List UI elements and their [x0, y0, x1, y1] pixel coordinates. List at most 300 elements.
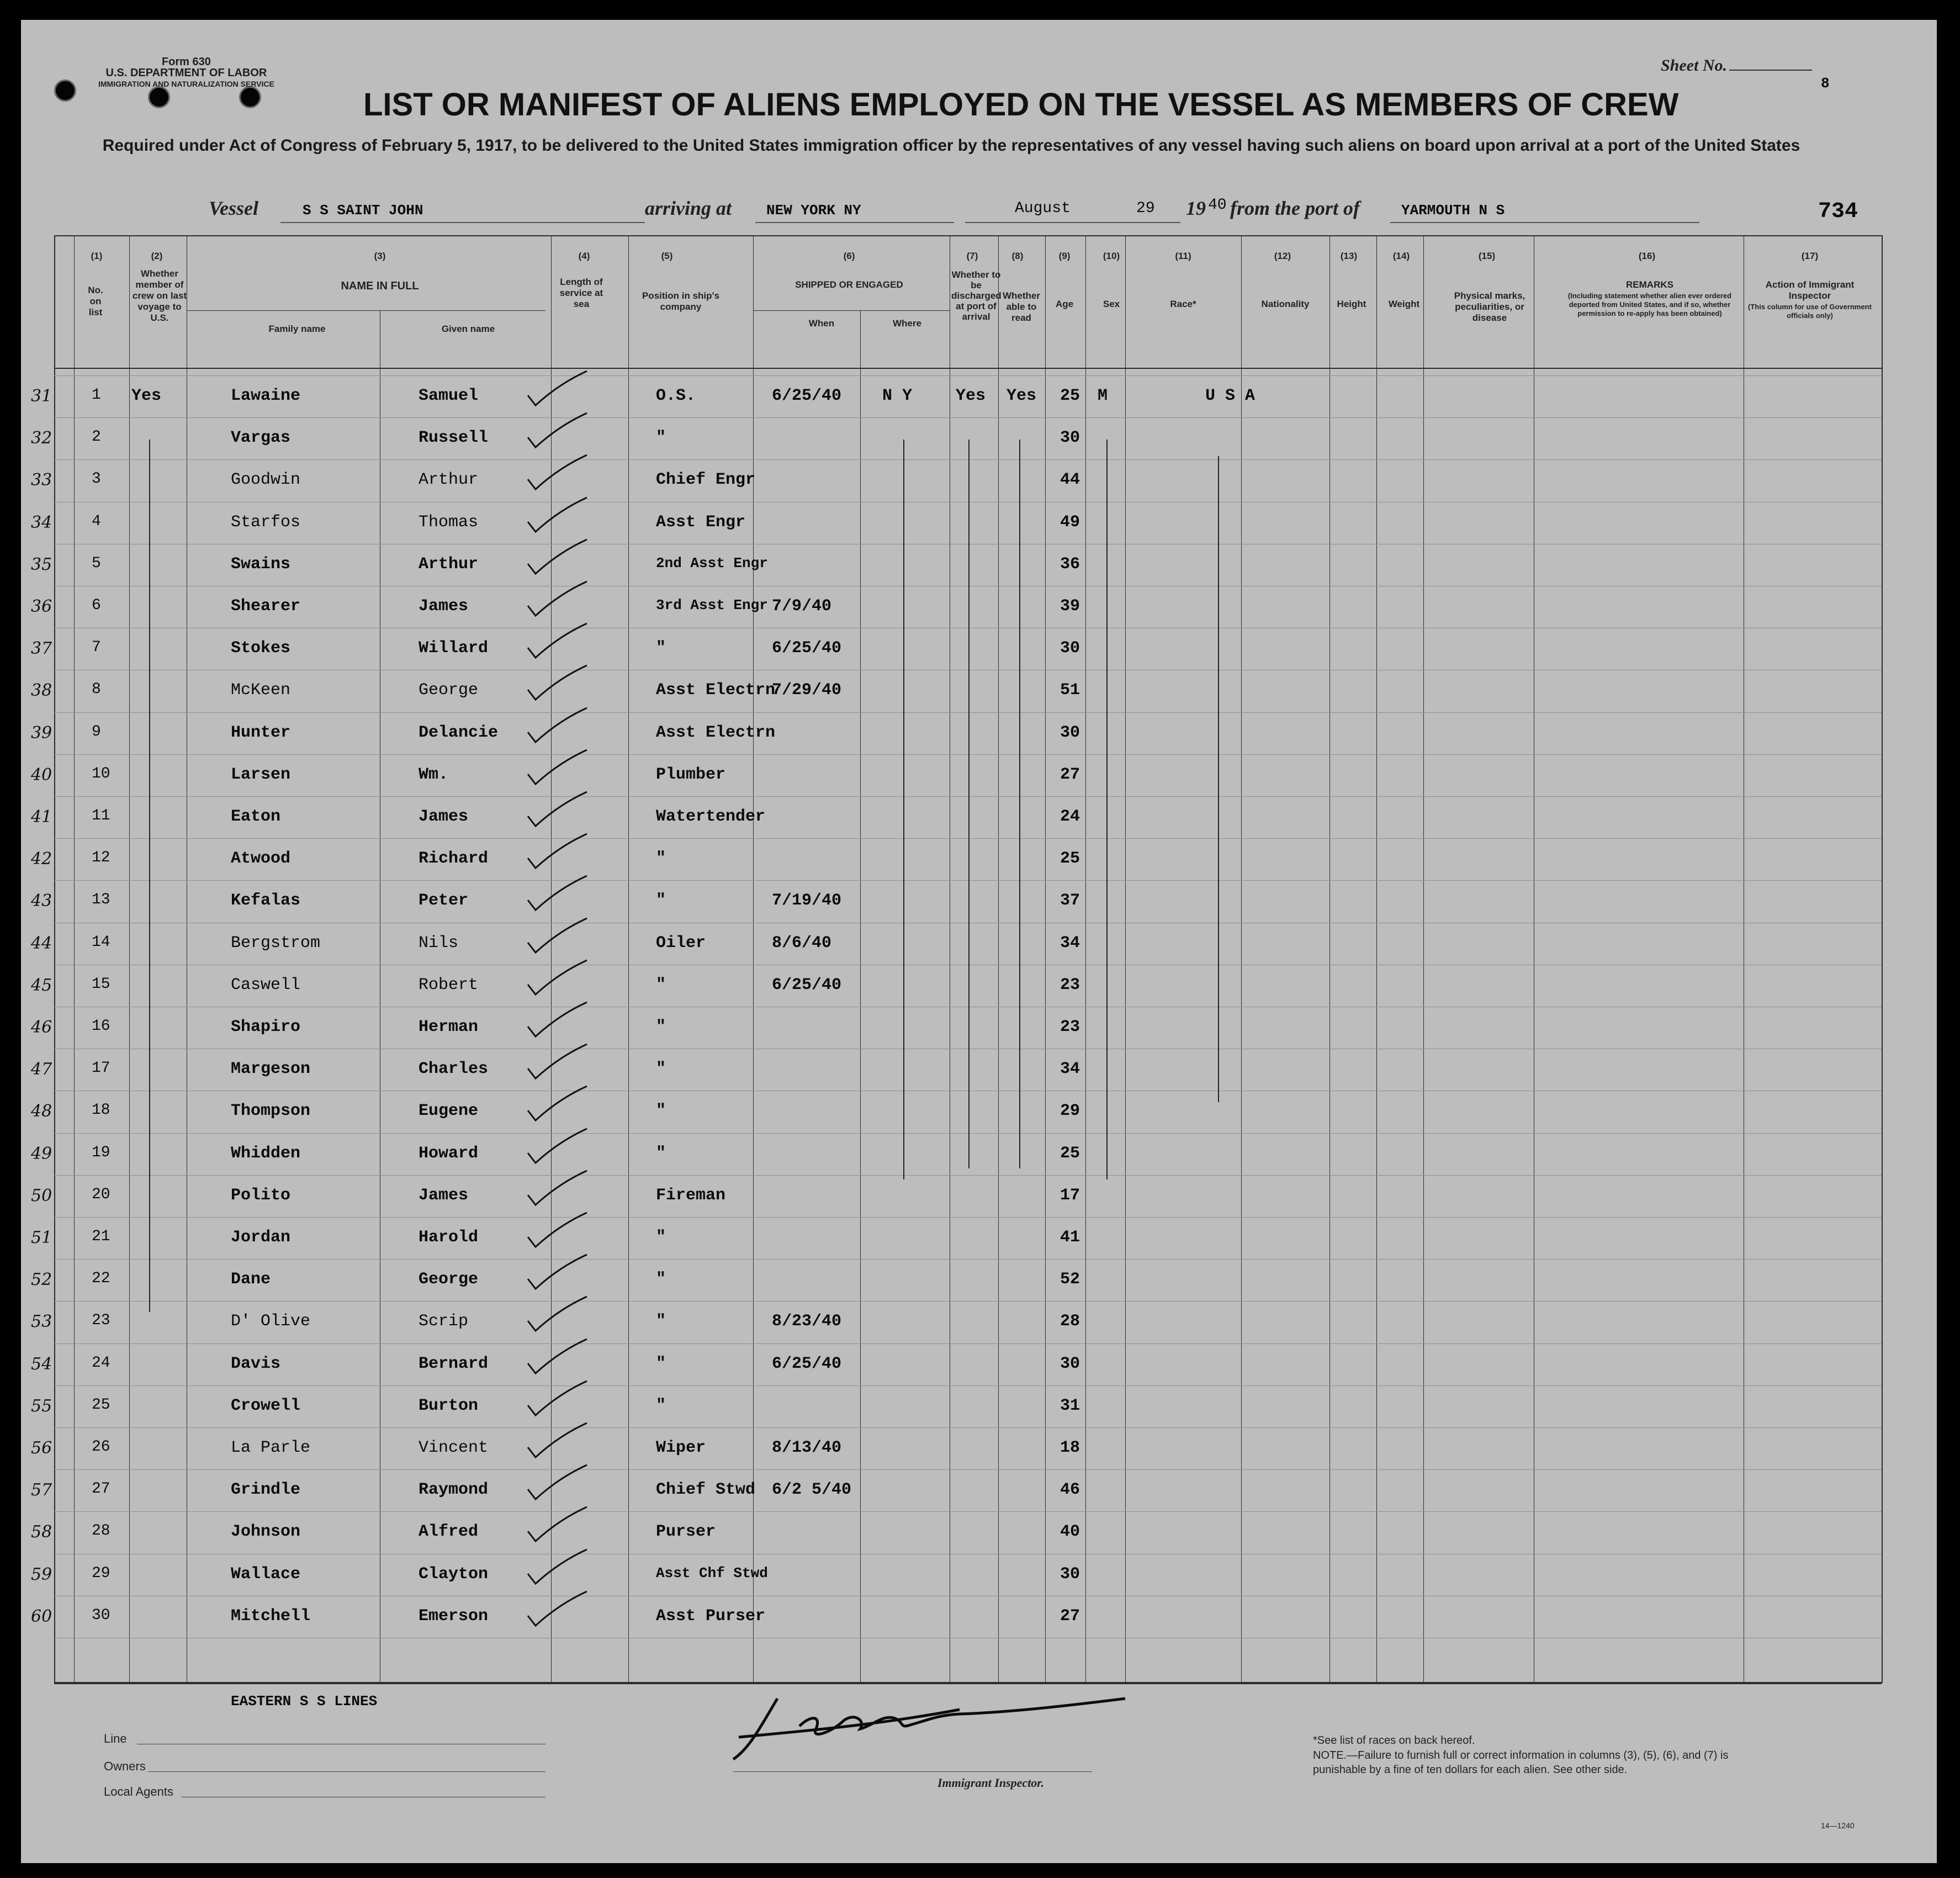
check-mark	[523, 1294, 590, 1333]
given-name: Samuel	[419, 387, 479, 405]
row-number: 14	[92, 933, 110, 951]
column-divider	[753, 235, 754, 1682]
line-value: EASTERN S S LINES	[231, 1693, 378, 1710]
row-number: 29	[92, 1564, 110, 1582]
age: 36	[1060, 554, 1080, 574]
position: Fireman	[656, 1186, 726, 1205]
service-name: IMMIGRATION AND NATURALIZATION SERVICE	[98, 80, 274, 88]
position: "	[656, 1354, 666, 1373]
col-num: (7)	[966, 251, 978, 261]
check-mark	[523, 1210, 590, 1249]
margin-number: 42	[31, 849, 52, 869]
family-name: Eaton	[231, 807, 281, 826]
margin-number: 59	[31, 1564, 52, 1584]
family-name: La Parle	[231, 1438, 311, 1457]
check-mark	[523, 958, 590, 997]
margin-number: 52	[31, 1270, 52, 1290]
nationality: U S A	[1205, 387, 1256, 405]
family-name: Johnson	[231, 1522, 301, 1542]
check-mark	[523, 1589, 590, 1628]
shipped-when: 6/25/40	[772, 387, 842, 405]
margin-number: 35	[31, 554, 52, 574]
position: Chief Stwd	[656, 1480, 756, 1500]
column-divider	[1241, 235, 1242, 1682]
year-prefix: 19	[1186, 197, 1206, 219]
row-rule	[54, 754, 1882, 755]
row-number: 26	[92, 1438, 110, 1456]
age: 30	[1060, 639, 1080, 658]
shipped-where: N Y	[882, 387, 913, 405]
family-name: D' Olive	[231, 1312, 311, 1331]
given-name: Robert	[419, 975, 479, 994]
column-divider	[74, 235, 75, 1682]
given-name: Scrip	[419, 1312, 469, 1331]
position: "	[656, 639, 666, 658]
check-mark	[523, 537, 590, 576]
row-rule	[54, 880, 1882, 881]
header-action-inspector: Action of Immigrant Inspector	[1765, 279, 1855, 301]
col-num: (14)	[1392, 251, 1410, 261]
row-number: 19	[92, 1144, 110, 1161]
given-name: James	[419, 597, 469, 616]
position: Asst Electrn	[656, 681, 776, 700]
age: 30	[1060, 723, 1080, 742]
position: Wiper	[656, 1438, 706, 1457]
given-name: Bernard	[419, 1354, 489, 1373]
col-num: (8)	[1011, 251, 1024, 261]
ditto-stroke	[1019, 440, 1020, 1168]
shipped-when: 7/19/40	[772, 891, 842, 911]
family-name: Bergstrom	[231, 933, 321, 953]
form-number: Form 630	[161, 56, 211, 68]
column-divider	[54, 235, 55, 1682]
family-name: Atwood	[231, 849, 291, 869]
header-action-sub: (This column for use of Government officials only)	[1748, 303, 1872, 320]
margin-number: 34	[31, 512, 52, 532]
given-name: Nils	[419, 933, 459, 953]
arrival-day: 29	[1136, 200, 1155, 217]
header-race: Race*	[1170, 299, 1196, 309]
row-rule	[54, 417, 1882, 418]
document-subtitle: Required under Act of Congress of February 5, 1917, to be delivered to the United States immigration officer by the representatives of any vessel having such aliens on board upon arrival at a port of the United States	[102, 136, 1800, 155]
age: 52	[1060, 1270, 1080, 1289]
margin-number: 44	[31, 933, 52, 953]
race-note: *See list of races on back hereof.	[1313, 1734, 1475, 1747]
inspector-label: Immigrant Inspector.	[937, 1776, 1045, 1790]
header-weight: Weight	[1388, 299, 1420, 309]
given-name: Charles	[419, 1060, 489, 1079]
col-num: (2)	[151, 251, 163, 261]
margin-number: 38	[31, 681, 52, 701]
position: Watertender	[656, 807, 766, 826]
family-name: Larsen	[231, 765, 291, 784]
position: 2nd Asst Engr	[656, 554, 768, 572]
penalty-note: NOTE.—Failure to furnish full or correct information in columns (3), (5), (6), and (7) is punishable by a fine of ten dollars for each alien. See other side.	[1313, 1749, 1729, 1776]
check-mark	[523, 790, 590, 828]
given-name: Raymond	[419, 1480, 489, 1500]
age: 49	[1060, 512, 1080, 532]
position: Asst Engr	[656, 512, 746, 532]
position: "	[656, 891, 666, 911]
row-number: 6	[92, 597, 101, 614]
given-name: Burton	[419, 1396, 479, 1415]
row-rule	[54, 1175, 1882, 1176]
margin-number: 48	[31, 1102, 52, 1121]
age: 24	[1060, 807, 1080, 826]
family-name: Lawaine	[231, 387, 301, 405]
row-number: 30	[92, 1606, 110, 1624]
row-rule	[54, 1301, 1882, 1302]
header-no-on-list: No. on list	[88, 285, 103, 318]
check-mark	[523, 1547, 590, 1586]
position: "	[656, 975, 666, 994]
given-name: George	[419, 1270, 479, 1289]
check-mark	[523, 663, 590, 702]
form-code: 14—1240	[1821, 1821, 1855, 1830]
col-num: (13)	[1340, 251, 1358, 261]
position: Chief Engr	[656, 470, 756, 490]
row-number: 28	[92, 1522, 110, 1540]
margin-number: 31	[31, 387, 52, 406]
col-num: (16)	[1638, 251, 1656, 261]
given-name: Howard	[419, 1144, 479, 1163]
age: 17	[1060, 1186, 1080, 1205]
header-given-name: Given name	[441, 324, 495, 334]
family-name: Swains	[231, 554, 291, 574]
check-mark	[523, 579, 590, 618]
position: "	[656, 1144, 666, 1163]
header-previous-voyage: Whether member of crew on last voyage to U.S.	[132, 268, 187, 323]
row-number: 16	[92, 1018, 110, 1035]
header-able-to-read: Whether able to read	[1003, 290, 1040, 323]
header-nationality: Nationality	[1261, 299, 1310, 309]
family-name: Whidden	[231, 1144, 301, 1163]
given-name: Thomas	[419, 512, 479, 532]
column-divider	[1125, 235, 1126, 1682]
check-mark	[523, 1126, 590, 1165]
row-number: 23	[92, 1312, 110, 1330]
margin-number: 60	[31, 1606, 52, 1626]
header-where: Where	[893, 318, 921, 329]
position: "	[656, 1102, 666, 1121]
col-num: (6)	[843, 251, 855, 261]
given-name: Wm.	[419, 765, 449, 784]
age: 25	[1060, 387, 1080, 405]
position: "	[656, 1018, 666, 1036]
margin-number: 32	[31, 428, 52, 448]
row-number: 9	[92, 723, 101, 740]
family-name: Thompson	[231, 1102, 311, 1121]
row-rule	[54, 1511, 1882, 1512]
margin-number: 41	[31, 807, 52, 827]
check-mark	[523, 411, 590, 449]
arrival-month: August	[1015, 200, 1071, 217]
age: 18	[1060, 1438, 1080, 1457]
shipped-when: 7/9/40	[772, 597, 832, 616]
margin-number: 36	[31, 597, 52, 616]
family-name: Kefalas	[231, 891, 301, 911]
column-divider	[129, 235, 130, 1682]
age: 28	[1060, 1312, 1080, 1331]
shipped-when: 6/25/40	[772, 1354, 842, 1373]
check-mark	[523, 369, 590, 408]
row-number: 7	[92, 639, 101, 657]
age: 27	[1060, 765, 1080, 784]
family-name: Vargas	[231, 428, 291, 448]
row-rule	[54, 1343, 1882, 1344]
column-divider	[628, 235, 629, 1682]
header-discharged: Whether to be discharged at port of arrival	[951, 269, 1002, 322]
age: 39	[1060, 597, 1080, 616]
header-remarks-sub: (Including statement whether alien ever ordered deported from United States, and if so, whether permission to re-apply has been obtained)	[1567, 292, 1732, 318]
family-name: Margeson	[231, 1060, 311, 1079]
row-rule	[54, 1427, 1882, 1428]
margin-number: 33	[31, 470, 52, 490]
family-name: Starfos	[231, 512, 301, 532]
margin-number: 46	[31, 1018, 52, 1037]
col-num: (3)	[374, 251, 386, 261]
age: 25	[1060, 1144, 1080, 1163]
row-number: 22	[92, 1270, 110, 1288]
margin-number: 56	[31, 1438, 52, 1458]
given-name: Vincent	[419, 1438, 489, 1457]
header-family-name: Family name	[268, 324, 326, 334]
position: "	[656, 1228, 666, 1247]
position: "	[656, 1312, 666, 1331]
previous-voyage: Yes	[131, 387, 162, 405]
shipped-when: 8/13/40	[772, 1438, 842, 1457]
family-name: Dane	[231, 1270, 271, 1289]
margin-number: 53	[31, 1312, 52, 1332]
check-mark	[523, 874, 590, 912]
given-name: Alfred	[419, 1522, 479, 1542]
given-name: Willard	[419, 639, 489, 658]
header-age: Age	[1055, 299, 1074, 309]
row-number: 17	[92, 1060, 110, 1077]
check-mark	[523, 1000, 590, 1039]
column-divider	[1329, 235, 1330, 1682]
given-name: Peter	[419, 891, 469, 911]
row-number: 12	[92, 849, 110, 867]
check-mark	[523, 1042, 590, 1081]
col-num: (9)	[1058, 251, 1071, 261]
shipped-when: 6/25/40	[772, 639, 842, 658]
arriving-label: arriving at	[645, 197, 732, 219]
col-num: (4)	[578, 251, 590, 261]
check-mark	[523, 1084, 590, 1123]
shipped-when: 7/29/40	[772, 681, 842, 700]
ditto-stroke	[149, 440, 150, 1312]
form-header	[98, 56, 274, 89]
row-rule	[54, 796, 1882, 797]
age: 30	[1060, 1564, 1080, 1584]
shipped-when: 6/25/40	[772, 975, 842, 994]
age: 23	[1060, 975, 1080, 994]
shipped-when: 8/6/40	[772, 933, 832, 953]
given-name: George	[419, 681, 479, 700]
position: "	[656, 1060, 666, 1079]
header-position: Position in ship's company	[642, 290, 720, 312]
row-rule	[54, 375, 1882, 376]
shipped-when: 6/2 5/40	[772, 1480, 852, 1500]
header-remarks: REMARKS	[1626, 279, 1673, 290]
row-number: 5	[92, 554, 101, 572]
age: 41	[1060, 1228, 1080, 1247]
family-name: Grindle	[231, 1480, 301, 1500]
col-num: (1)	[91, 251, 103, 261]
check-mark	[523, 1337, 590, 1376]
check-mark	[523, 621, 590, 660]
check-mark	[523, 495, 590, 534]
age: 27	[1060, 1606, 1080, 1626]
check-mark	[523, 706, 590, 744]
given-name: Eugene	[419, 1102, 479, 1121]
manifest-sheet	[21, 20, 1937, 1863]
col-num: (10)	[1103, 251, 1120, 261]
header-physical-marks: Physical marks, peculiarities, or disease	[1454, 290, 1525, 323]
row-rule	[54, 1133, 1882, 1134]
department: U.S. DEPARTMENT OF LABOR	[105, 67, 267, 79]
check-mark	[523, 1421, 590, 1459]
row-number: 4	[92, 512, 101, 530]
position: "	[656, 1270, 666, 1289]
margin-number: 50	[31, 1186, 52, 1205]
from-port-label: from the port of	[1230, 197, 1360, 219]
row-number: 15	[92, 975, 110, 993]
col-num: (12)	[1274, 251, 1291, 261]
row-number: 24	[92, 1354, 110, 1372]
family-name: Davis	[231, 1354, 281, 1373]
position: "	[656, 428, 666, 448]
punch-hole	[239, 86, 261, 108]
age: 51	[1060, 681, 1080, 700]
col-num: (11)	[1175, 251, 1191, 261]
row-number: 21	[92, 1228, 110, 1245]
row-rule	[54, 1259, 1882, 1260]
family-name: Crowell	[231, 1396, 301, 1415]
position: Oiler	[656, 933, 706, 953]
column-divider	[1085, 235, 1086, 1682]
row-rule	[54, 712, 1882, 713]
arrival-port: NEW YORK NY	[766, 202, 861, 219]
owners-label: Owners	[104, 1759, 146, 1773]
given-name: Harold	[419, 1228, 479, 1247]
position: Purser	[656, 1522, 716, 1542]
age: 34	[1060, 1060, 1080, 1079]
ditto-stroke	[968, 440, 970, 1168]
margin-number: 57	[31, 1480, 52, 1500]
sheet-number: Sheet No.	[1661, 56, 1812, 75]
given-name: Emerson	[419, 1606, 489, 1626]
row-number: 2	[92, 428, 101, 446]
header-length-of-service: Length of service at sea	[559, 277, 603, 309]
margin-number: 43	[31, 891, 52, 911]
margin-number: 39	[31, 723, 52, 743]
given-name: Clayton	[419, 1564, 489, 1584]
row-number: 20	[92, 1186, 110, 1203]
age: 30	[1060, 1354, 1080, 1373]
departure-port: YARMOUTH N S	[1401, 202, 1505, 219]
row-rule	[54, 1385, 1882, 1386]
row-number: 1	[92, 387, 101, 404]
family-name: Goodwin	[231, 470, 301, 490]
check-mark	[523, 1463, 590, 1501]
row-rule	[54, 459, 1882, 460]
age: 44	[1060, 470, 1080, 490]
given-name: Arthur	[419, 470, 479, 490]
row-number: 3	[92, 470, 101, 488]
able-to-read: Yes	[1007, 387, 1037, 405]
position: "	[656, 849, 666, 869]
margin-number: 55	[31, 1396, 52, 1416]
col-num: (5)	[661, 251, 673, 261]
given-name: James	[419, 807, 469, 826]
given-name: Herman	[419, 1018, 479, 1036]
header-name-in-full: NAME IN FULL	[341, 280, 419, 292]
position: O.S.	[656, 387, 696, 405]
row-number: 18	[92, 1102, 110, 1119]
sheet-number-value: 8	[1821, 75, 1830, 92]
family-name: Hunter	[231, 723, 291, 742]
row-rule	[54, 838, 1882, 839]
sex: M	[1098, 387, 1108, 405]
family-name: Shapiro	[231, 1018, 301, 1036]
given-name: James	[419, 1186, 469, 1205]
margin-number: 37	[31, 639, 52, 659]
inspector-signature	[728, 1676, 1147, 1770]
family-name: McKeen	[231, 681, 291, 700]
age: 37	[1060, 891, 1080, 911]
header-when: When	[808, 318, 835, 329]
given-name: Russell	[419, 428, 489, 448]
shipped-when: 8/23/40	[772, 1312, 842, 1331]
position: Asst Electrn	[656, 723, 776, 742]
vessel-name: S S SAINT JOHN	[303, 202, 423, 219]
header-height: Height	[1337, 299, 1366, 309]
family-name: Stokes	[231, 639, 291, 658]
row-number: 8	[92, 681, 101, 699]
family-name: Shearer	[231, 597, 301, 616]
ditto-stroke	[1218, 456, 1219, 1102]
column-divider	[860, 310, 861, 1682]
check-mark	[523, 1505, 590, 1543]
margin-number: 51	[31, 1228, 52, 1247]
position: "	[656, 1396, 666, 1415]
discharged: Yes	[956, 387, 986, 405]
ditto-stroke	[1106, 440, 1108, 1179]
column-divider	[1423, 235, 1424, 1682]
column-divider	[1045, 235, 1046, 1682]
margin-number: 54	[31, 1354, 52, 1374]
family-name: Wallace	[231, 1564, 301, 1584]
check-mark	[523, 748, 590, 786]
row-number: 25	[92, 1396, 110, 1414]
age: 34	[1060, 933, 1080, 953]
margin-number: 58	[31, 1522, 52, 1542]
margin-number: 49	[31, 1144, 52, 1163]
family-name: Mitchell	[231, 1606, 311, 1626]
col-num: (15)	[1478, 251, 1496, 261]
document-title: LIST OR MANIFEST OF ALIENS EMPLOYED ON THE VESSEL AS MEMBERS OF CREW	[363, 87, 1679, 123]
position: 3rd Asst Engr	[656, 597, 768, 613]
col-num: (17)	[1801, 251, 1819, 261]
header-shipped-or-engaged: SHIPPED OR ENGAGED	[795, 279, 903, 290]
margin-number: 47	[31, 1060, 52, 1080]
check-mark	[523, 1168, 590, 1207]
age: 29	[1060, 1102, 1080, 1121]
position: Plumber	[656, 765, 726, 784]
family-name: Polito	[231, 1186, 291, 1205]
